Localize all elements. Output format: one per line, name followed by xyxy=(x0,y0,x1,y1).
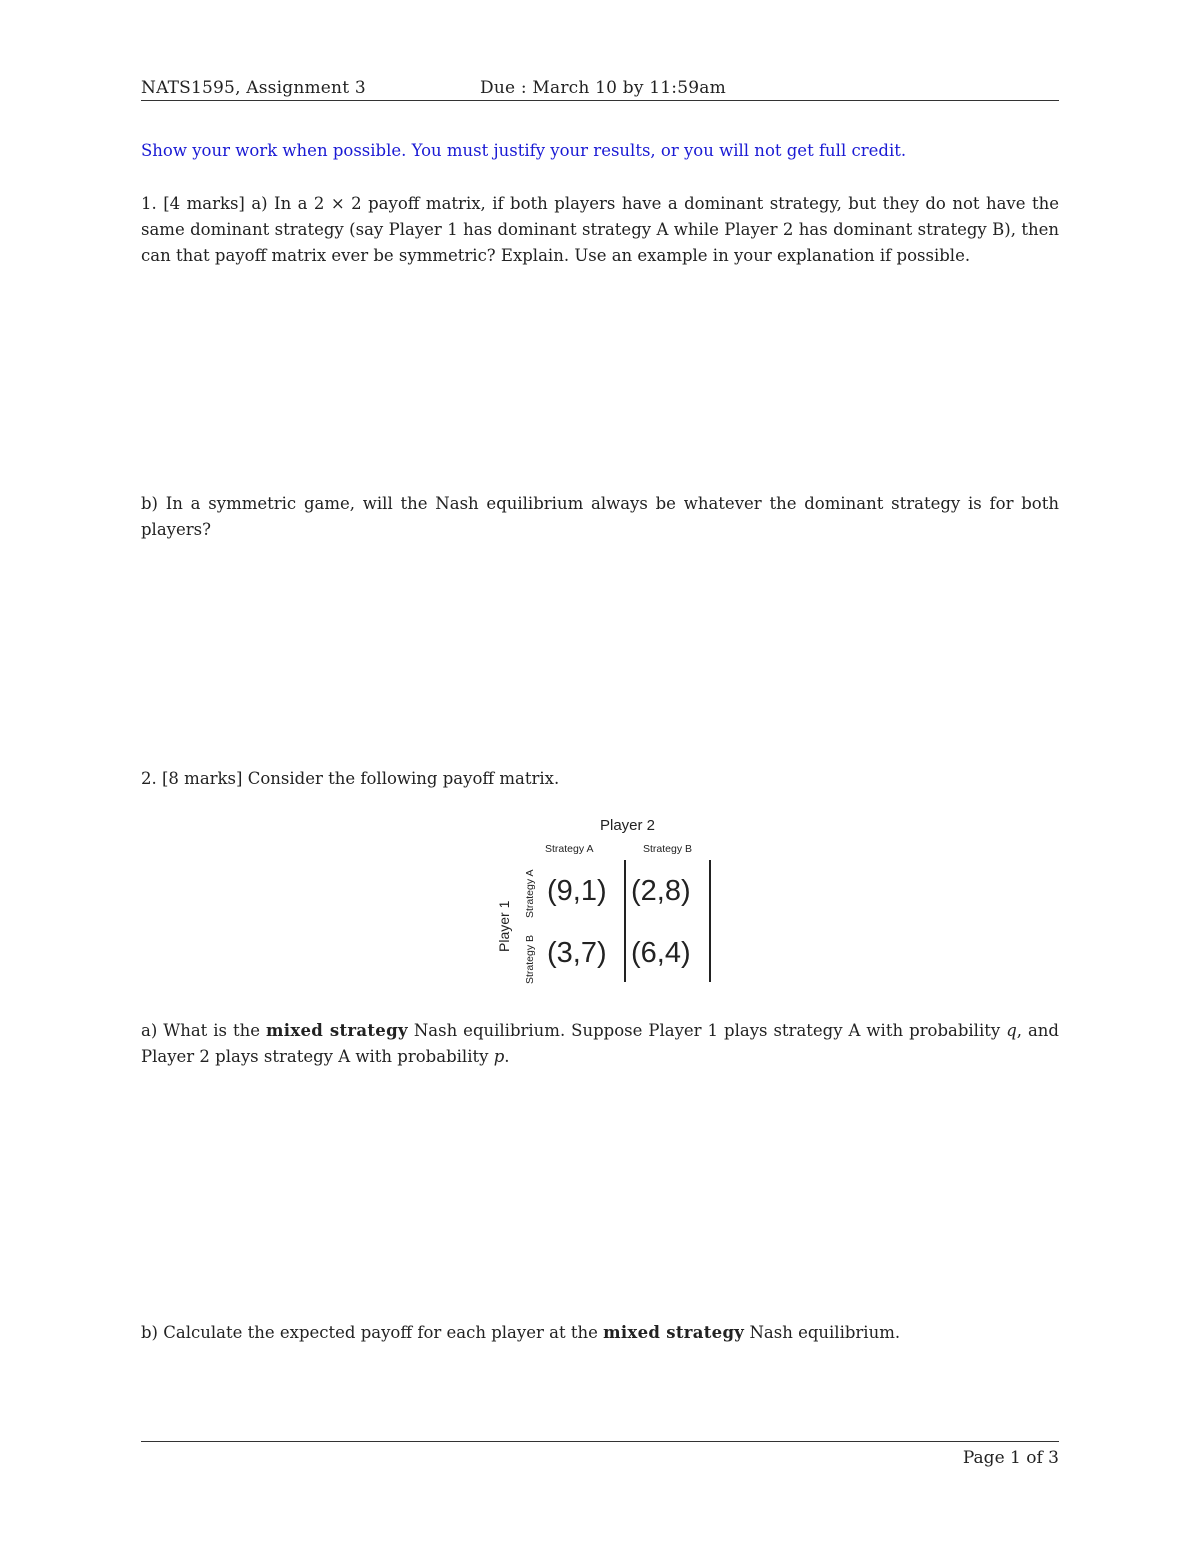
question-2a-var-p: p xyxy=(493,1047,505,1066)
question-2-marks: [8 marks] xyxy=(162,769,243,788)
matrix-row-label-a: Strategy A xyxy=(524,869,536,918)
matrix-cell-ba: (3,7) xyxy=(547,937,607,969)
question-2a-mid: Nash equilibrium. Suppose Player 1 plays strategy A with probability xyxy=(413,1021,1001,1040)
question-1-number: 1. xyxy=(141,194,157,213)
footer-page-number: Page 1 of 3 xyxy=(962,1448,1059,1468)
question-1a xyxy=(141,191,1059,269)
matrix-column-divider xyxy=(624,860,626,982)
matrix-cell-bb: (6,4) xyxy=(631,937,691,969)
question-2a-var-q: q xyxy=(1006,1021,1017,1040)
header-course: NATS1595, Assignment 3 xyxy=(141,78,366,98)
question-2a-mid2: , and Player 2 plays strategy A with probability xyxy=(141,1021,1059,1066)
matrix-row-player: Player 1 xyxy=(496,900,512,952)
header-due-date: Due : March 10 by 11:59am xyxy=(480,78,726,98)
matrix-right-border xyxy=(709,860,711,982)
question-2-number: 2. xyxy=(141,769,157,788)
question-1b-text: b) In a symmetric game, will the Nash equilibrium always be whatever the dominant strategy is for both players? xyxy=(141,494,1059,539)
question-1a-text: a) In a 2 × 2 payoff matrix, if both players have a dominant strategy, but they do not have the same dominant strategy (say Player 1 has dominant strategy A while Player 2 has dominant strategy B), then can that payoff matrix ever be symmetric? Explain. Use an example in your explanation if possible. xyxy=(141,194,1059,265)
matrix-cell-ab: (2,8) xyxy=(631,875,691,907)
question-1b xyxy=(141,491,1059,543)
question-2b-bold: mixed strategy xyxy=(603,1323,745,1342)
question-2b xyxy=(141,1320,1059,1346)
question-2-intro-text: Consider the following payoff matrix. xyxy=(247,769,560,788)
header-rule xyxy=(141,100,1059,101)
question-2b-end: Nash equilibrium. xyxy=(749,1323,901,1342)
matrix-row-label-b: Strategy B xyxy=(524,934,536,984)
footer-rule xyxy=(141,1441,1059,1442)
matrix-col-label-b: Strategy B xyxy=(643,843,693,855)
question-1-marks: [4 marks] xyxy=(163,194,245,213)
instructions: Show your work when possible. You must justify your results, or you will not get full credit. xyxy=(141,141,907,160)
matrix-col-player: Player 2 xyxy=(600,817,656,834)
question-2a-end: . xyxy=(504,1047,510,1066)
matrix-cell-aa: (9,1) xyxy=(547,875,607,907)
question-2a-bold: mixed strategy xyxy=(266,1021,408,1040)
payoff-matrix xyxy=(490,812,720,992)
question-2a-pre: a) What is the xyxy=(141,1021,261,1040)
question-2b-pre: b) Calculate the expected payoff for each player at the xyxy=(141,1323,598,1342)
question-2-intro xyxy=(141,766,1059,792)
matrix-col-label-a: Strategy A xyxy=(545,843,594,855)
question-2a xyxy=(141,1018,1059,1070)
